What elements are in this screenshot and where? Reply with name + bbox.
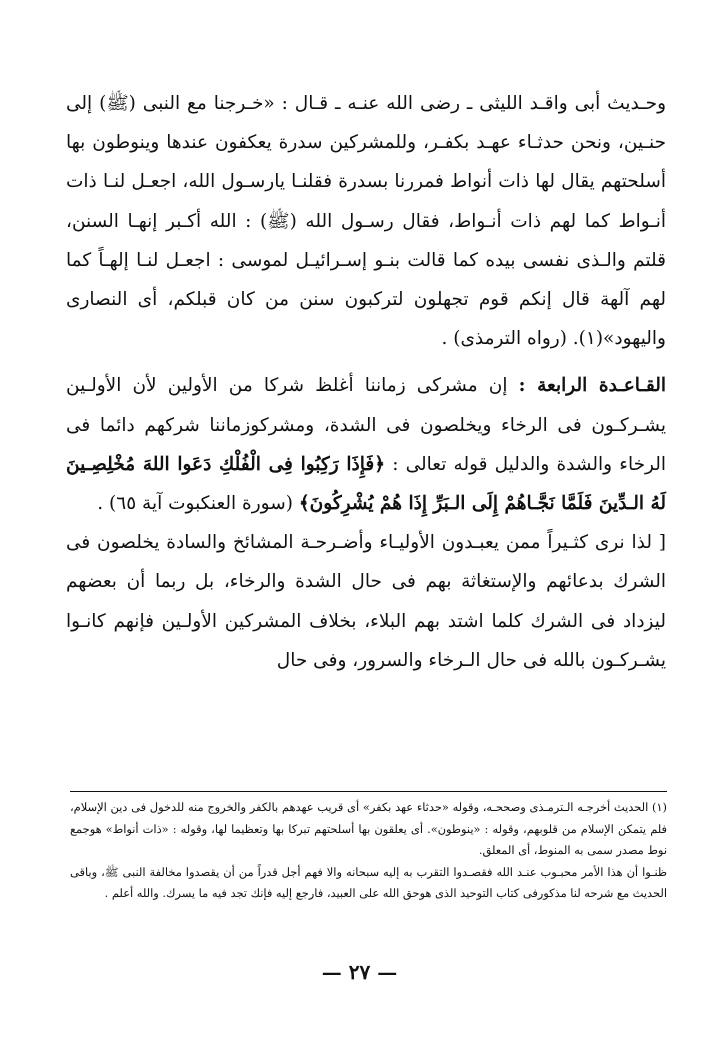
footnotes <box>70 797 667 905</box>
quran-verse: ﴿فَإِذَا رَكِبُوا فِى الْفُلْكِ دَعَوا اللهَ مُخْلِصِـينَ لَهُ الـدِّينَ فَلَمَّا نَجَّـاهُمْ إِلَى الـبَرِّ إِذَا هُمْ يُشْرِكُونَ﴾ <box>66 453 666 515</box>
footnote-1-continued: ظنـوا أن هذا الأمر محبـوب عنـد الله فقصـدوا التقرب به إليه سبحانه والا فهم أجل قدراً من أن يقصدوا مخالفة النبى ﷺ، وباقى الحديث مع شرحه لنا مذكورفى كتاب التوحيد الذى هوحق الله على العبيد، فارجع إليه فإنك تجد فيه ما يسرك. والله أعلم . <box>70 864 667 900</box>
footnote-divider <box>70 791 667 792</box>
rule-four-heading: القـاعـدة الرابعة : <box>518 375 666 397</box>
bracket-paragraph: [ لذا نرى كثـيراً ممن يعبـدون الأوليـاء وأضـرحـة المشائخ والسادة يخلصون فى الشرك بدعائهم والإستغاثة بهم فى حال الشدة والرخاء، بل ربما أن بعضهم ليزداد فى الشرك كلما اشتد بهم البلاء، بخلاف المشركين الأولـين فإنهم كانـوا يشـركـون بالله فى حال الـرخاء والسرور، وفى حال <box>66 532 666 671</box>
main-text <box>66 84 666 680</box>
hadith-paragraph: وحـديث أبى واقـد الليثى ـ رضى الله عنـه ـ قـال : «خـرجنا مع النبى (ﷺ) إلى حنـين، ونحن حدثـاء عهـد بكفـر، وللمشركين سدرة يعكفون عندها وينوطون بها أسلحتهم يقال لها ذات أنواط فمررنا بسدرة فقلنـا يارسـول الله، اجعـل لنـا ذات أنـواط كما لهم ذات أنـواط، فقال رسـول الله (ﷺ) : الله أكـبر إنهـا السنن، قلتم والـذى نفسى بيده كما قالت بنـو إسـرائيـل لموسى : اجعـل لنـا إلهـاً كما لهم آلهة قال إنكم قوم تجهلون لتركبون سنن من كان قبلكم، أى النصارى واليهود»(١). (رواه الترمذى) . <box>66 93 666 350</box>
rule-four-text: إن مشركى زماننا أغلظ شركا من الأولين لأن الأولـين يشـركـون فى الرخاء ويخلصون فى الشدة، ومشركوزماننا شركهم دائما فى الرخاء والشدة والدليل قوله تعالى : <box>66 375 666 475</box>
page-number: — ٢٧ — <box>321 960 398 984</box>
footnote-1: (١) الحديث أخرجـه الـترمـذى وصححـه، وقوله «حدثاء عهد بكفر» أى قريب عهدهم بالكفر والخروج منه للدخول فى دين الإسلام، فلم يتمكن الإسلام من قلوبهم، وقوله : «ينوطون». أى يعلقون بها أسلحتهم تبركا بها وتعظيما لها، وقوله : «ذات أنواط» هوجمع نوط مصدر سمى به المنوط، أى المعلق. <box>70 800 667 857</box>
rule-four-paragraph <box>66 366 666 523</box>
verse-reference: (سورة العنكبوت آية ٦٥) . <box>97 493 293 515</box>
